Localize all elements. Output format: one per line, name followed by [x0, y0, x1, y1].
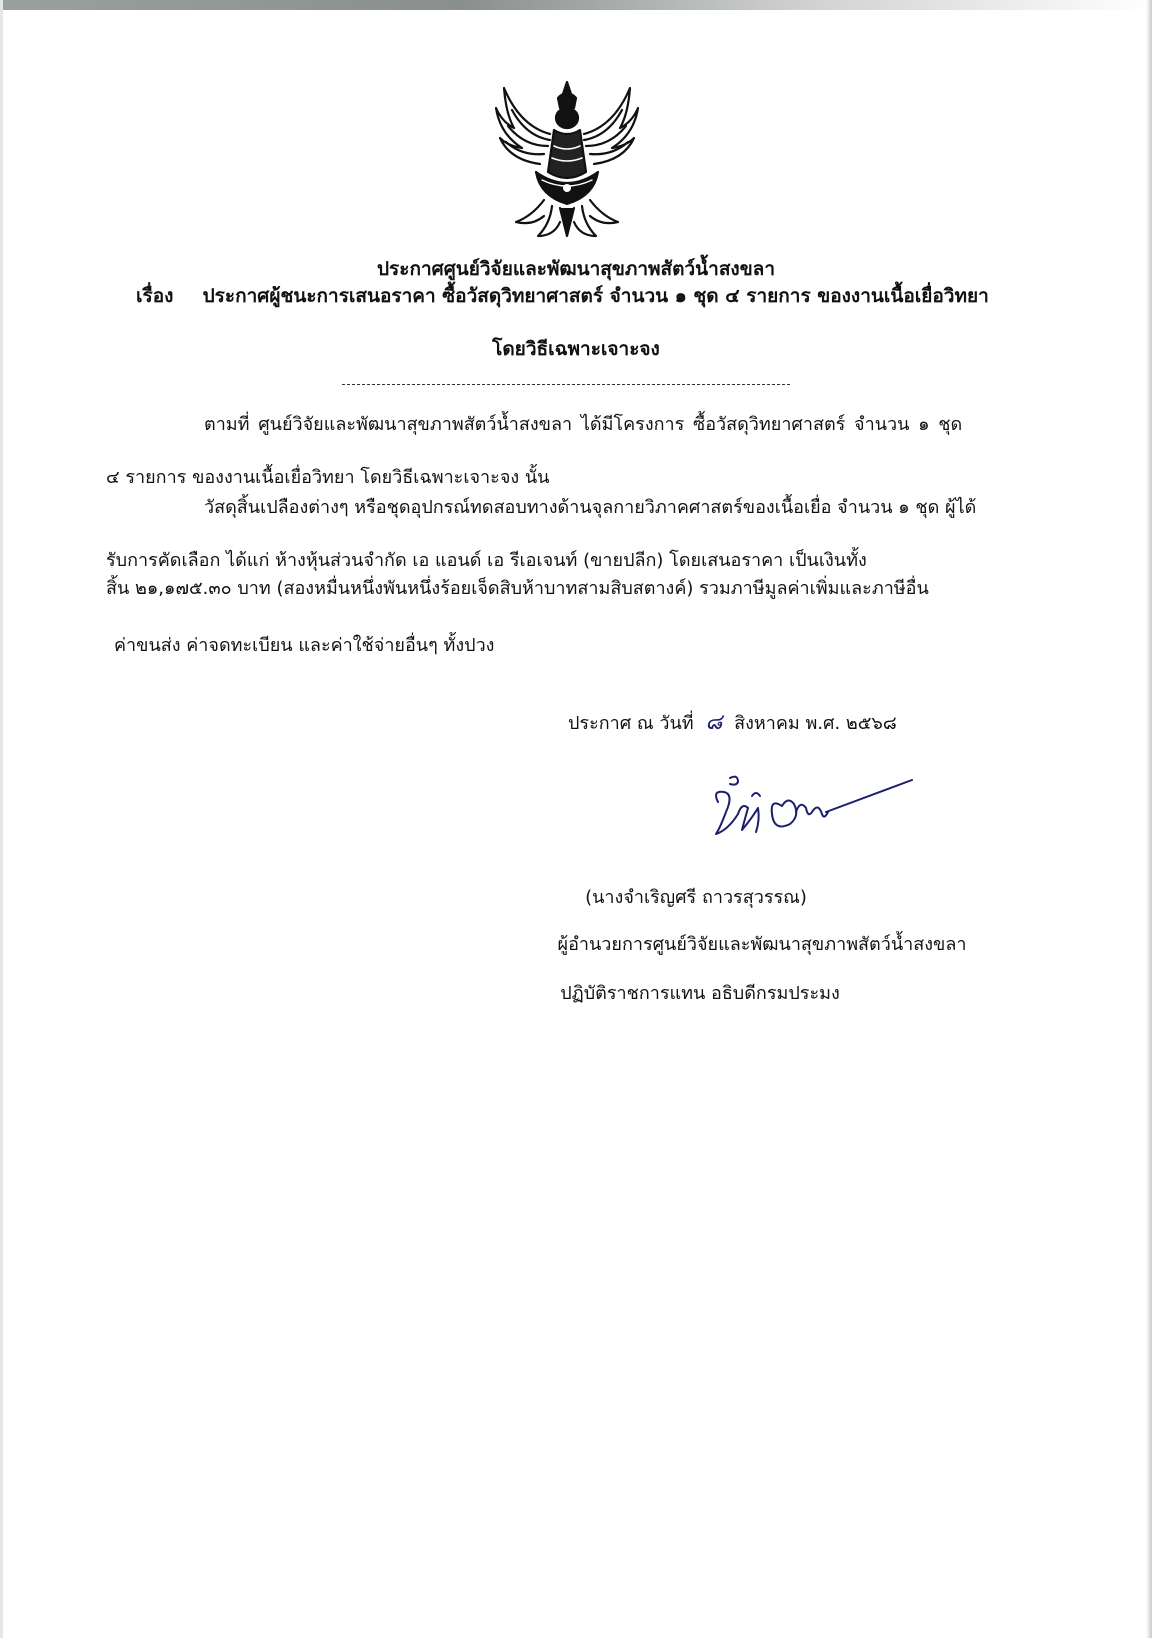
paragraph-2-line-2: รับการคัดเลือก ได้แก่ ห้างหุ้นส่วนจำกัด เอ แอนด์ เอ รีเอเจนท์ (ขายปลีก) โดยเสนอราคา เป็นเงินทั้ง	[106, 550, 867, 571]
date-suffix: สิงหาคม พ.ศ. ๒๕๖๘	[734, 713, 897, 734]
separator-line	[342, 384, 790, 385]
signer-position: ผู้อำนวยการศูนย์วิจัยและพัฒนาสุขภาพสัตว์น้ำสงขลา	[557, 934, 967, 955]
announcement-date	[568, 711, 897, 736]
scan-border-top	[0, 0, 1152, 10]
paragraph-2-line-1: วัสดุสิ้นเปลืองต่างๆ หรือชุดอุปกรณ์ทดสอบทางด้านจุลกายวิภาคศาสตร์ของเนื้อเยื่อ จำนวน ๑ ชุด ผู้ได้	[204, 497, 977, 518]
scan-border-right	[1146, 0, 1152, 1638]
subject-text: ประกาศผู้ชนะการเสนอราคา ซื้อวัสดุวิทยาศาสตร์ จำนวน ๑ ชุด ๔ รายการ ของงานเนื้อเยื่อวิทยา	[202, 285, 989, 307]
scan-border-left	[0, 0, 3, 1638]
paragraph-1-line-2: ๔ รายการ ของงานเนื้อเยื่อวิทยา โดยวิธีเฉพาะเจาะจง นั้น	[106, 467, 550, 488]
subject-line	[136, 284, 989, 308]
subject-text-continued: โดยวิธีเฉพาะเจาะจง	[492, 338, 660, 360]
garuda-emblem-icon	[492, 76, 642, 244]
handwritten-signature	[708, 772, 918, 846]
paragraph-2-line-4: ค่าขนส่ง ค่าจดทะเบียน และค่าใช้จ่ายอื่นๆ ทั้งปวง	[114, 635, 495, 656]
date-prefix: ประกาศ ณ วันที่	[568, 713, 694, 734]
paragraph-2-line-3: สิ้น ๒๑,๑๗๕.๓๐ บาท (สองหมื่นหนึ่งพันหนึ่งร้อยเจ็ดสิบห้าบาทสามสิบสตางค์) รวมภาษีมูลค่าเพิ่มและภาษีอื่น	[106, 578, 929, 599]
signer-acting-title: ปฏิบัติราชการแทน อธิบดีกรมประมง	[560, 983, 840, 1004]
document-title: ประกาศศูนย์วิจัยและพัฒนาสุขภาพสัตว์น้ำสงขลา	[377, 258, 775, 280]
signer-name: (นางจำเริญศรี ถาวรสุวรรณ)	[585, 887, 807, 908]
paragraph-1-line-1: ตามที่ ศูนย์วิจัยและพัฒนาสุขภาพสัตว์น้ำสงขลา ได้มีโครงการ ซื้อวัสดุวิทยาศาสตร์ จำนวน ๑ ชุด	[204, 414, 963, 435]
date-day-handwritten: ๘	[705, 710, 723, 735]
subject-label: เรื่อง	[136, 285, 174, 307]
